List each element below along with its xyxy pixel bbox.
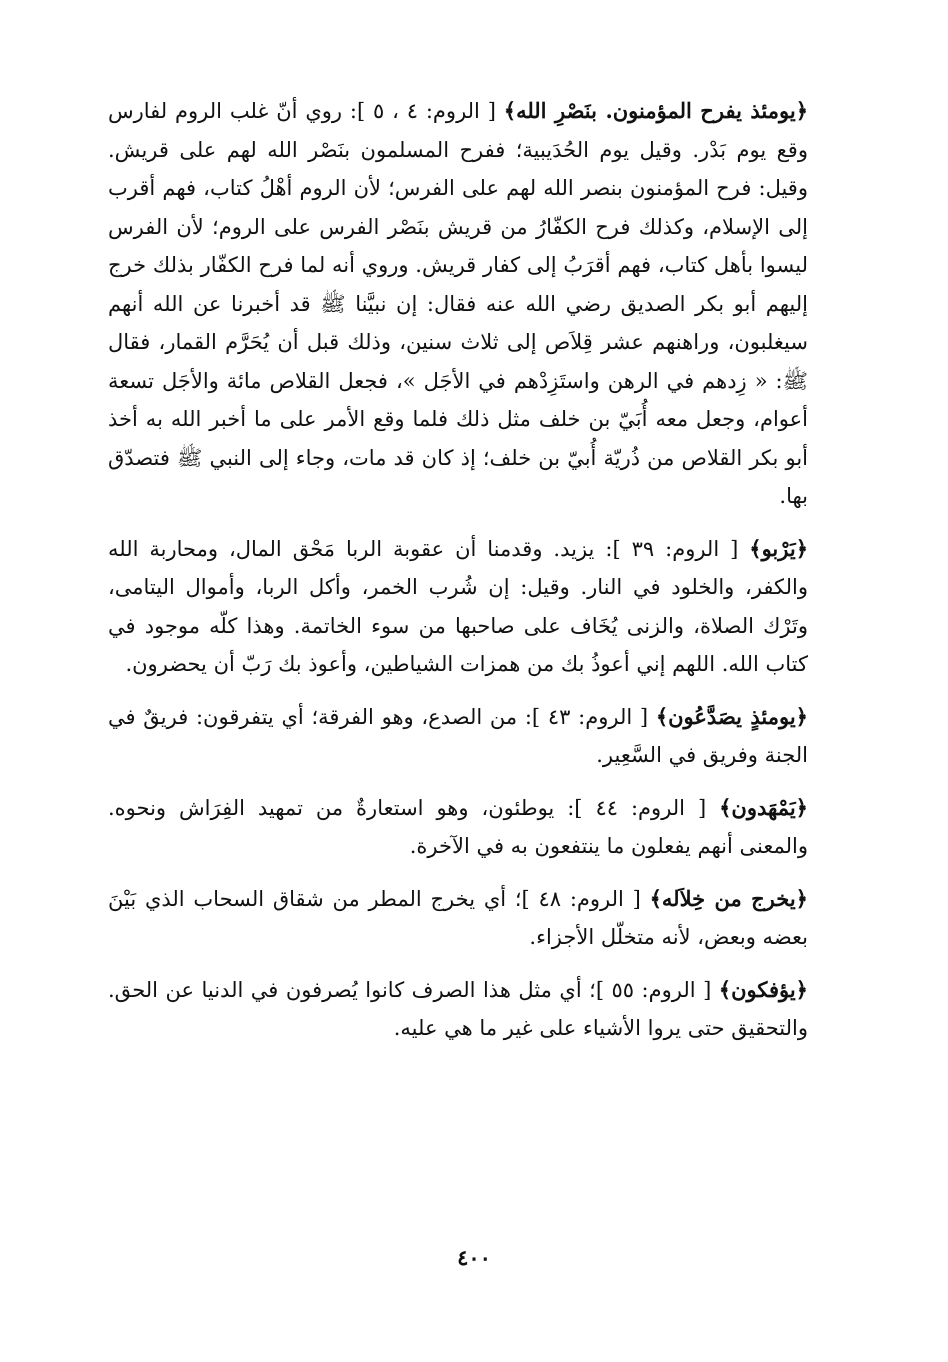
quran-phrase: ﴿يؤفكون﴾ (718, 976, 808, 1002)
quran-phrase: ﴿يومئذ يفرح المؤمنون. بنَصْرِ الله﴾ (503, 98, 808, 123)
commentary-text: [ الروم: ٤٨ ]؛ أي يخرج المطر من شقاق السحاب الذي بَيْنَ بعضه وبعض، لأنه متخلّل الأجزاء. (108, 886, 808, 949)
text-block (108, 92, 808, 1048)
paragraph-rum-4-5 (108, 92, 808, 516)
quran-phrase: ﴿يَرْبو﴾ (749, 535, 808, 561)
page-number: ٤٠٠ (457, 1245, 491, 1270)
quran-phrase: ﴿يخرج من خِلاَله﴾ (649, 885, 808, 911)
paragraph-rum-43 (108, 698, 808, 775)
paragraph-rum-48 (108, 880, 808, 957)
commentary-text: [ الروم: ٣٩ ]: يزيد. وقدمنا أن عقوبة الربا مَحْق المال، ومحاربة الله والكفر، والخلود في النار. وقيل: إن شُرب الخمر، وأكل الربا، وأموال اليتامى، وتَرْك الصلاة، والزنى يُخَاف على صاحبها من سوء الخاتمة. وهذا كلّه موجود في كتاب الله. اللهم إني أعوذُ بك من همزات الشياطين، وأعوذ بك رَبّ أن يحضرون. (108, 536, 808, 676)
commentary-text: [ الروم: ٤٤ ]: يوطئون، وهو استعارةٌ من تمهيد الفِرَاش ونحوه. والمعنى أنهم يفعلون ما ينتفعون به في الآخرة. (108, 795, 808, 858)
commentary-text: [ الروم: ٤ ، ٥ ]: روي أنّ غلب الروم لفارس وقع يوم بَدْر. وقيل يوم الحُدَيبية؛ ففرح المسلمون بنَصْر الله لهم على قريش. وقيل: فرح المؤمنون بنصر الله لهم على الفرس؛ لأن الروم أهْلُ كتاب، فهم أقرب إلى الإسلام، وكذلك فرح الكفّارُ من قريش بنَصْر الفرس على الروم؛ لأن الفرس ليسوا بأهل كتاب، فهم أقرَبُ إلى كفار قريش. وروي أنه لما فرح الكفّار بذلك خرج إليهم أبو بكر الصديق رضي الله عنه فقال: إن نبيَّنا ﷺ قد أخبرنا عن الله أنهم سيغلبون، وراهنهم عشر قِلاَص إلى ثلاث سنين، وذلك قبل أن يُحَرَّم القمار، فقال ﷺ: « زِدهم في الرهن واستَزِدْهم في الأجَل »، فجعل القلاص مائة والأجَل تسعة أعوام، وجعل معه أُبَيّ بن خلف مثل ذلك فلما وقع الأمر على ما أخبر الله به أخذ أبو بكر القلاص من ذُريّة أُبيّ بن خلف؛ إذ كان قد مات، وجاء إلى النبي ﷺ فتصدّق بها. (108, 99, 808, 508)
commentary-text: [ الروم: ٤٣ ]: من الصدع، وهو الفرقة؛ أي يتفرقون: فريقٌ في الجنة وفريق في السَّعِير. (108, 704, 808, 767)
paragraph-rum-39 (108, 530, 808, 684)
paragraph-rum-55 (108, 971, 808, 1048)
commentary-text: [ الروم: ٥٥ ]؛ أي مثل هذا الصرف كانوا يُصرفون في الدنيا عن الحق. والتحقيق حتى يروا الأشياء على غير ما هي عليه. (108, 977, 808, 1040)
quran-phrase: ﴿يَمْهَدون﴾ (719, 794, 808, 820)
paragraph-rum-44 (108, 789, 808, 866)
quran-phrase: ﴿يومئذٍ يصَدَّعُون﴾ (655, 703, 808, 729)
